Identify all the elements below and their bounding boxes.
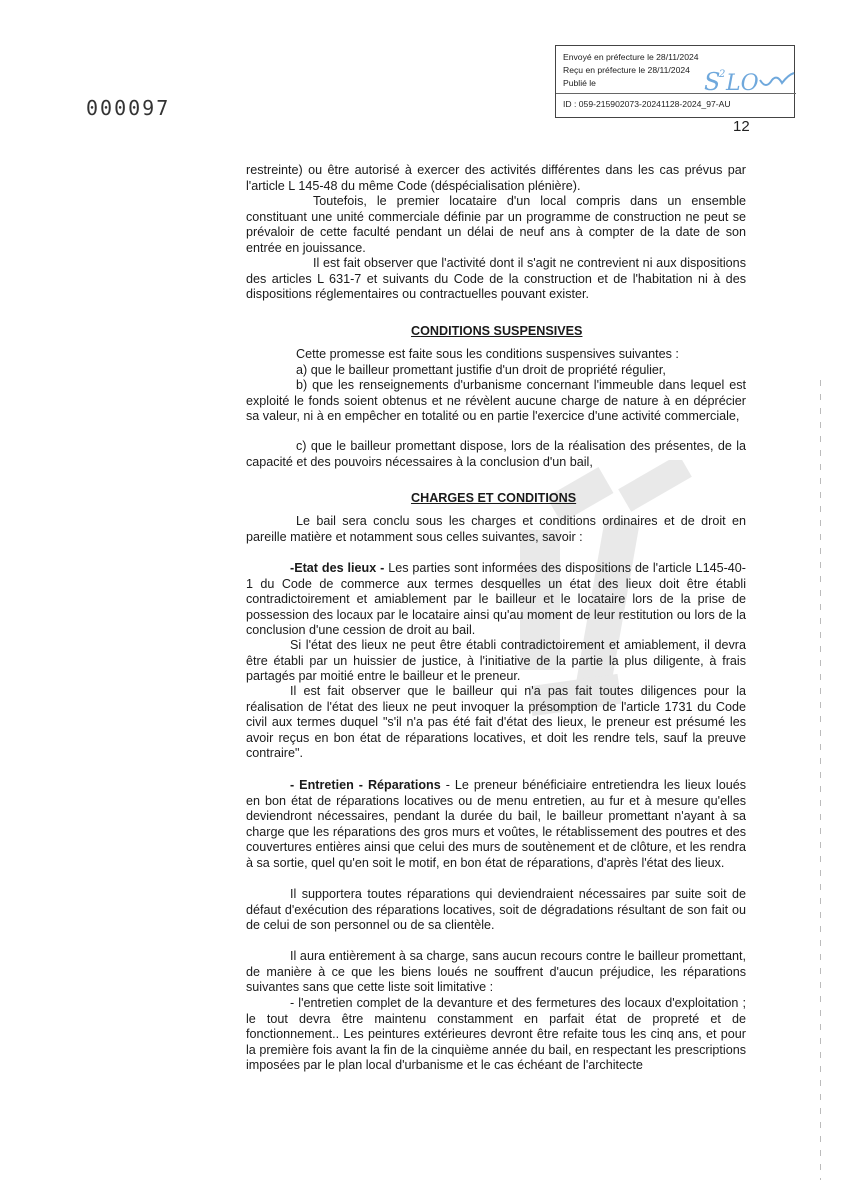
paragraph-toutefois: Toutefois, le premier locataire d'un local compris dans un ensemble constituant une unité commerciale définie par un programme de construction ne peut se prévaloir de cette faculté pendant un délai de neuf ans à compter de la date de son entrée en jouissance.	[246, 194, 746, 255]
paragraph-bail: Le bail sera conclu sous les charges et conditions ordinaires et de droit en pareille matière et notamment sous celles suivantes, savoir :	[246, 514, 746, 544]
scan-edge-artifact	[820, 380, 821, 1180]
stamp-sent: Envoyé en préfecture le 28/11/2024	[563, 52, 699, 62]
svg-text:2: 2	[719, 69, 726, 80]
s2lo-signature	[702, 62, 797, 98]
condition-c: c) que le bailleur promettant dispose, lors de la réalisation des présentes, de la capacité et des pouvoirs nécessaires à la conclusion d'un bail,	[246, 439, 746, 469]
condition-a: a) que le bailleur promettant justifie d'un droit de propriété régulier,	[296, 363, 666, 377]
svg-text:S: S	[704, 68, 721, 96]
etat-des-lieux-text: Les parties sont informées des dispositions de l'article L145-40-1 du Code de commerce aux termes desquelles un état des lieux doit être établi contradictoirement et amiablement par le bailleur et le locataire lors de la prise de possession des locaux par le locataire ainsi qu'au moment de leur restitution ou lors de la conclusion d'une cession de droit au bail.	[246, 561, 746, 638]
paragraph-etat-des-lieux	[246, 561, 746, 639]
entretien-label: - Entretien - Réparations	[290, 778, 441, 792]
paragraph-activite: Il est fait observer que l'activité dont il s'agit ne contrevient ni aux dispositions des articles L 631-7 et suivants du Code de la construction et de l'habitation ni à des dispositions réglementaires ou contractuelles pouvant exister.	[246, 256, 746, 302]
stamp-published: Publié le	[563, 78, 596, 88]
stamp-id: ID : 059-215902073-20241128-2024_97-AU	[563, 99, 731, 109]
etat-des-lieux-label: -Etat des lieux -	[290, 561, 385, 575]
heading-charges-et-conditions: CHARGES ET CONDITIONS	[411, 491, 577, 505]
heading-conditions-suspensives: CONDITIONS SUSPENSIVES	[411, 324, 583, 338]
svg-text:LO: LO	[726, 71, 759, 96]
document-number: 000097	[86, 96, 171, 120]
page-number: 12	[733, 118, 750, 135]
stamp-received: Reçu en préfecture le 28/11/2024	[563, 65, 690, 75]
paragraph-charge: Il aura entièrement à sa charge, sans aucun recours contre le bailleur promettant, de manière à ce que les biens loués ne souffrent d'aucun préjudice, les réparations suivantes sans que cette liste soit limitative :	[246, 949, 746, 995]
paragraph-presomption: Il est fait observer que le bailleur qui n'a pas fait toutes diligences pour la réalisation de l'état des lieux ne peut invoquer la présomption de l'article 1731 du Code civil aux termes duquel "s'il n'a pas été fait d'état des lieux, le preneur est présumé les avoir reçus en bon état de réparations locatives, et doit les rendre tels, sauf la preuve contraire".	[246, 684, 746, 761]
paragraph-reparations: Il supportera toutes réparations qui deviendraient nécessaires par suite soit de défaut d'exécution des réparations locatives, soit de dégradations résultant de son fait ou de celui de son personnel ou de sa clientèle.	[246, 887, 746, 933]
paragraph-huissier: Si l'état des lieux ne peut être établi contradictoirement et amiablement, il devra être établi par un huissier de justice, à l'initiative de la partie la plus diligente, à frais partagés par moitié entre le bailleur et le preneur.	[246, 638, 746, 684]
paragraph-restreinte: restreinte) ou être autorisé à exercer des activités différentes dans les cas prévus par l'article L 145-48 du même Code (déspécialisation plénière).	[246, 163, 746, 193]
paragraph-entretien	[246, 778, 746, 872]
entretien-text: - Le preneur bénéficiaire entretiendra les lieux loués en bon état de réparations locatives ou de menu entretien, au fur et à mesure qu'elles deviendront nécessaires, pendant la durée du bail, le bailleur promettant n'ayant à sa charge que les réparations des gros murs et voûtes, le rétablissement des poutres et des couvertures entières ainsi que celui des murs de soutènement et de clôture, et les rendra à sa sortie, quel qu'en soit le motif, en bon état de réparations, d'après l'état des lieux.	[246, 778, 747, 870]
paragraph-devanture: - l'entretien complet de la devanture et des fermetures des locaux d'exploitation ; le tout devra être maintenu constamment en parfait état de propreté et de fonctionnement.. Les peintures extérieures devront être refaite tous les cinq ans, et pour la première fois avant la fin de la cinquième année du bail, en respectant les prescriptions imposées par le plan local d'urbanisme et le cas échéant de l'architecte	[246, 996, 746, 1073]
condition-b: b) que les renseignements d'urbanisme concernant l'immeuble dans lequel est exploité le fonds soient obtenus et ne révèlent aucune charge de nature à en déprécier sa valeur, ni à en empêcher en totalité ou en partie l'exercice d'une activité commerciale,	[246, 378, 746, 424]
paragraph-promesse: Cette promesse est faite sous les conditions suspensives suivantes :	[296, 347, 679, 361]
